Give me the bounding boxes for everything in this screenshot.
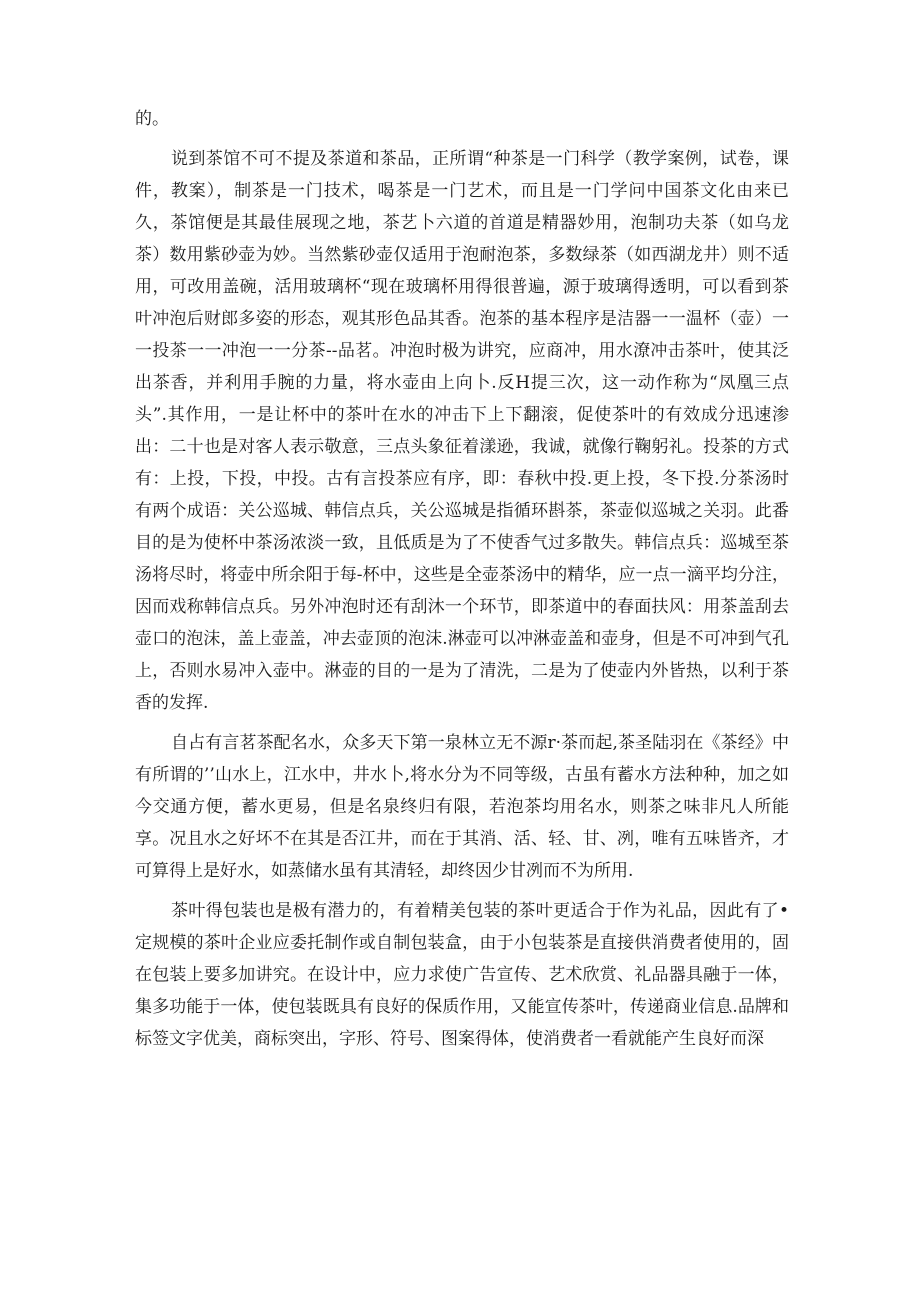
document-body bbox=[135, 103, 789, 1063]
paragraph-tea-ceremony: 说到茶馆不可不提及茶道和茶品，正所谓“种茶是一门科学（教学案例，试卷，课件，教案），制茶是一门技术，喝茶是一门艺术，而且是一门学问中国茶文化由来已久，茶馆便是其最佳展现之地，茶艺卜六道的首道是精器妙用，泡制功夫茶（如乌龙茶）数用紫砂壶为妙。当然紫砂壶仅适用于泡耐泡茶，多数绿茶（如西湖龙井）则不适用，可改用盖碗，活用玻璃杯“现在玻璃杯用得很普遍，源于玻璃得透明，可以看到茶叶冲泡后财郎多姿的形态，观其形色品其香。泡茶的基本程序是洁器一一温杯（壶）一一投茶一一冲泡一一分茶--品茗。冲泡时极为讲究，应商冲，用水潦冲击茶叶，使其泛出茶香，并利用手腕的力量，将水壶由上向卜.反H提三次，这一动作称为“凤凰三点头”.其作用，一是让杯中的茶叶在水的冲击下上下翻滚，促使茶叶的有效成分迅速渗出：二十也是对客人表示敬意，三点头象征着漾逊，我诚，就像行鞠躬礼。投茶的方式有：上投，下投，中投。古有言投茶应有序，即：春秋中投.更上投，冬下投.分茶汤时有两个成语：关公巡城、韩信点兵，关公巡城是指循环斟茶，茶壶似巡城之关羽。此番目的是为使杯中茶汤浓淡一致，且低质是为了不使香气过多散失。韩信点兵：巡城至茶汤将尽时，将壶中所余阳于每-杯中，这些是全壶茶汤中的精华，应一点一滴平均分注，因而戏称韩信点兵。另外冲泡时还有刮沐一个环节，即茶道中的春面扶风：用茶盖刮去壶口的泡沫，盖上壶盖，冲去壶顶的泡沫.淋壶可以冲淋壶盖和壶身，但是不可冲到气孔上，否则水易冲入壶中。淋壶的目的一是为了清洗，二是为了使壶内外皆热，以利于茶香的发挥. bbox=[135, 149, 789, 713]
paragraph-water: 自占有言茗茶配名水，众多天下第一泉林立无不源r·茶而起,茶圣陆羽在《茶经》中有所谓的’’山水上，江水中，井水卜,将水分为不同等级，古虽有蓄水方法种种，加之如今交通方便，蓄水更易，但是名泉终归有限，若泡茶均用名水，则茶之味非凡人所能享。况且水之好坏不在其是否江井，而在于其消、活、轻、甘、冽，唯有五味皆齐，才可算得上是好水，如蒸储水虽有其清轻，却终因少甘冽而不为所用. bbox=[135, 733, 789, 881]
paragraph-packaging: 茶叶得包装也是极有潜力的，有着精美包装的茶叶更适合于作为礼品，因此有了•定规模的茶叶企业应委托制作或自制包装盒，由于小包装茶是直接供消费者使用的，固在包装上要多加讲究。在设计中，应力求使广告宣传、艺术欣赏、礼品器具融于一体，集多功能于一体，使包装既具有良好的保质作用，又能宣传茶叶，传递商业信息.品牌和标签文字优美，商标突出，字形、符号、图案得体，使消费者一看就能产生良好而深 bbox=[135, 901, 789, 1049]
paragraph-continuation: 的。 bbox=[135, 109, 169, 129]
